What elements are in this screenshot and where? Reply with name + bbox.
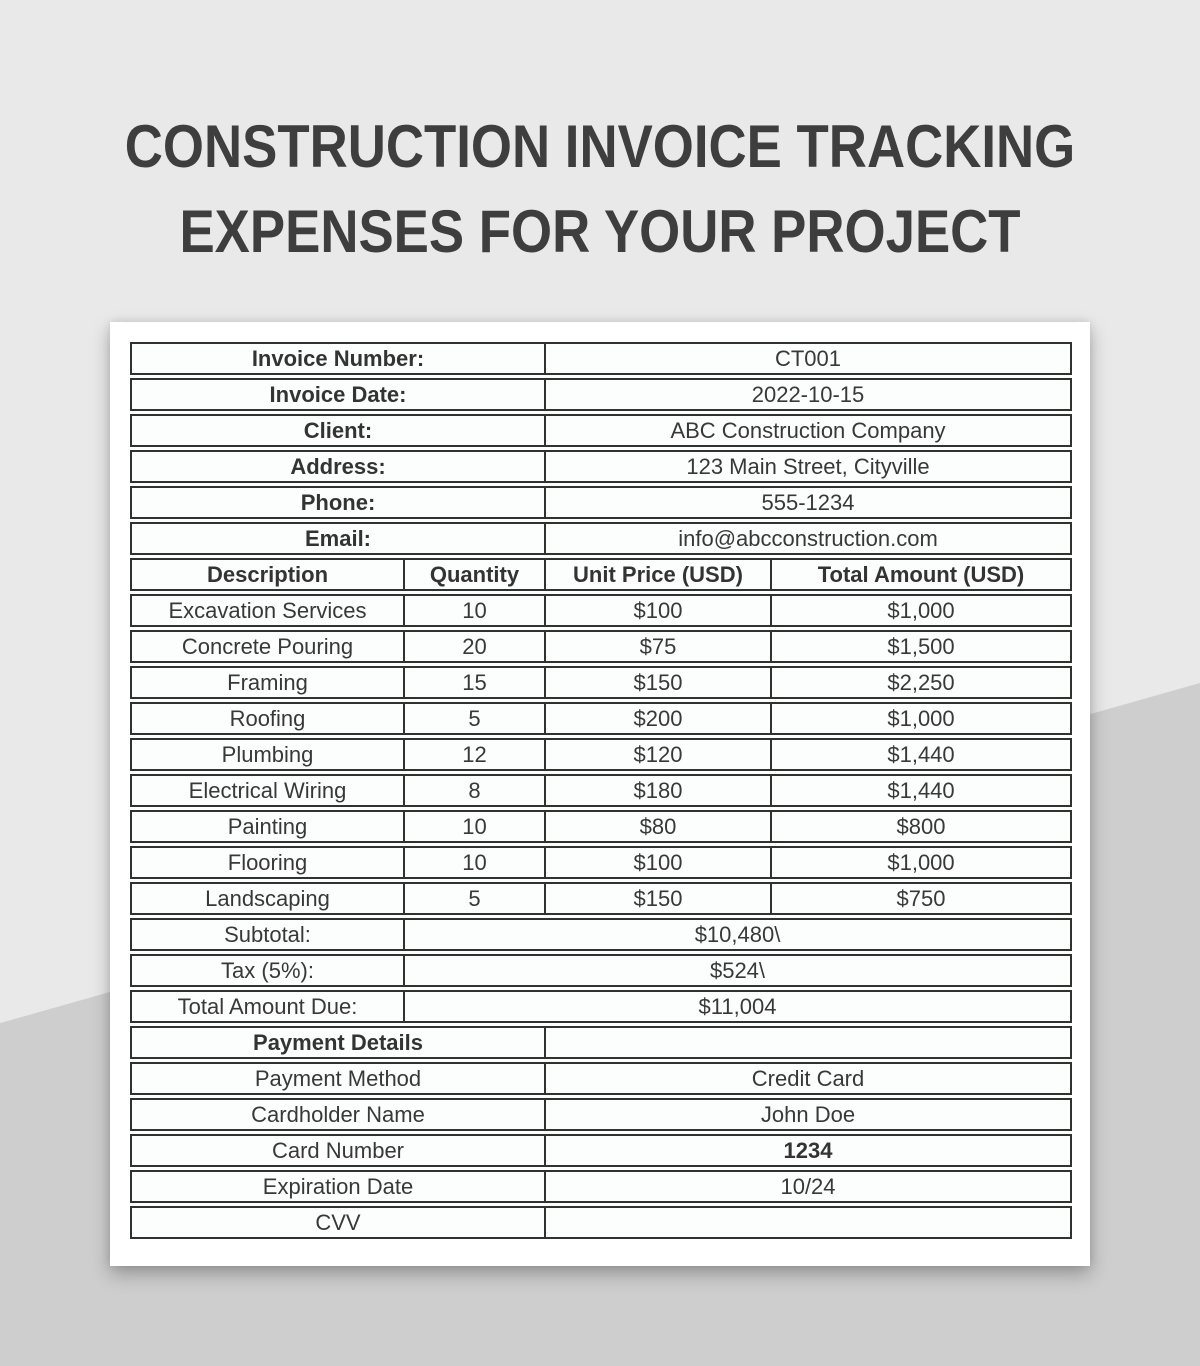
item-total: $750: [772, 882, 1072, 915]
payment-section-title: Payment Details: [130, 1026, 546, 1059]
payment-value: John Doe: [546, 1098, 1072, 1131]
payment-row: [130, 1062, 1072, 1095]
item-description: Painting: [130, 810, 405, 843]
subtotal-row: [130, 918, 1072, 951]
column-header-description: Description: [130, 558, 405, 591]
payment-label: Payment Method: [130, 1062, 546, 1095]
item-total: $1,000: [772, 846, 1072, 879]
payment-row: [130, 1134, 1072, 1167]
item-quantity: 5: [405, 702, 546, 735]
info-label: Invoice Date:: [130, 378, 546, 411]
payment-value: 10/24: [546, 1170, 1072, 1203]
invoice-info-row: [130, 486, 1072, 519]
invoice-info-row: [130, 378, 1072, 411]
item-total: $2,250: [772, 666, 1072, 699]
info-value: ABC Construction Company: [546, 414, 1072, 447]
item-row: [130, 774, 1072, 807]
total-due-label: Total Amount Due:: [130, 990, 405, 1023]
info-value: 555-1234: [546, 486, 1072, 519]
payment-row: [130, 1206, 1072, 1239]
payment-label: CVV: [130, 1206, 546, 1239]
item-row: [130, 594, 1072, 627]
item-description: Concrete Pouring: [130, 630, 405, 663]
item-total: $1,000: [772, 594, 1072, 627]
info-label: Email:: [130, 522, 546, 555]
tax-value: $524\: [405, 954, 1072, 987]
total-due-value: $11,004: [405, 990, 1072, 1023]
info-value: 123 Main Street, Cityville: [546, 450, 1072, 483]
item-total: $800: [772, 810, 1072, 843]
subtotal-value: $10,480\: [405, 918, 1072, 951]
info-label: Invoice Number:: [130, 342, 546, 375]
invoice-sheet: [110, 322, 1090, 1266]
tax-label: Tax (5%):: [130, 954, 405, 987]
item-description: Framing: [130, 666, 405, 699]
info-label: Phone:: [130, 486, 546, 519]
page-title: [72, 104, 1128, 274]
item-quantity: 8: [405, 774, 546, 807]
invoice-info-row: [130, 522, 1072, 555]
payment-row: [130, 1098, 1072, 1131]
item-description: Landscaping: [130, 882, 405, 915]
payment-section-header-row: [130, 1026, 1072, 1059]
item-unit-price: $75: [546, 630, 772, 663]
payment-label: Card Number: [130, 1134, 546, 1167]
column-header-quantity: Quantity: [405, 558, 546, 591]
total-due-row: [130, 990, 1072, 1023]
invoice-info-row: [130, 414, 1072, 447]
payment-value: Credit Card: [546, 1062, 1072, 1095]
item-row: [130, 666, 1072, 699]
subtotal-label: Subtotal:: [130, 918, 405, 951]
info-label: Client:: [130, 414, 546, 447]
tax-row: [130, 954, 1072, 987]
item-row: [130, 738, 1072, 771]
item-row: [130, 882, 1072, 915]
item-total: $1,000: [772, 702, 1072, 735]
item-total: $1,440: [772, 774, 1072, 807]
items-header-row: [130, 558, 1072, 591]
item-row: [130, 702, 1072, 735]
payment-card-number-value: 1234: [546, 1134, 1072, 1167]
item-quantity: 10: [405, 846, 546, 879]
payment-section-empty-cell: [546, 1026, 1072, 1059]
payment-value: [546, 1206, 1072, 1239]
item-description: Flooring: [130, 846, 405, 879]
item-quantity: 5: [405, 882, 546, 915]
item-unit-price: $180: [546, 774, 772, 807]
item-unit-price: $200: [546, 702, 772, 735]
item-quantity: 15: [405, 666, 546, 699]
item-quantity: 10: [405, 810, 546, 843]
column-header-total-amount: Total Amount (USD): [772, 558, 1072, 591]
page-title-line-1: CONSTRUCTION INVOICE TRACKING: [124, 113, 1076, 180]
page-title-line-2: EXPENSES FOR YOUR PROJECT: [179, 198, 1021, 265]
column-header-unit-price: Unit Price (USD): [546, 558, 772, 591]
invoice-info-row: [130, 450, 1072, 483]
item-description: Roofing: [130, 702, 405, 735]
item-description: Plumbing: [130, 738, 405, 771]
item-quantity: 10: [405, 594, 546, 627]
payment-row: [130, 1170, 1072, 1203]
info-label: Address:: [130, 450, 546, 483]
item-row: [130, 630, 1072, 663]
item-total: $1,500: [772, 630, 1072, 663]
invoice-table: [130, 339, 1072, 1242]
info-value: CT001: [546, 342, 1072, 375]
payment-label: Cardholder Name: [130, 1098, 546, 1131]
info-value: info@abcconstruction.com: [546, 522, 1072, 555]
item-total: $1,440: [772, 738, 1072, 771]
info-value: 2022-10-15: [546, 378, 1072, 411]
payment-label: Expiration Date: [130, 1170, 546, 1203]
item-row: [130, 846, 1072, 879]
item-unit-price: $150: [546, 666, 772, 699]
item-unit-price: $100: [546, 594, 772, 627]
item-description: Electrical Wiring: [130, 774, 405, 807]
item-row: [130, 810, 1072, 843]
item-description: Excavation Services: [130, 594, 405, 627]
item-unit-price: $120: [546, 738, 772, 771]
item-unit-price: $150: [546, 882, 772, 915]
item-quantity: 20: [405, 630, 546, 663]
item-unit-price: $100: [546, 846, 772, 879]
item-unit-price: $80: [546, 810, 772, 843]
item-quantity: 12: [405, 738, 546, 771]
invoice-info-row: [130, 342, 1072, 375]
